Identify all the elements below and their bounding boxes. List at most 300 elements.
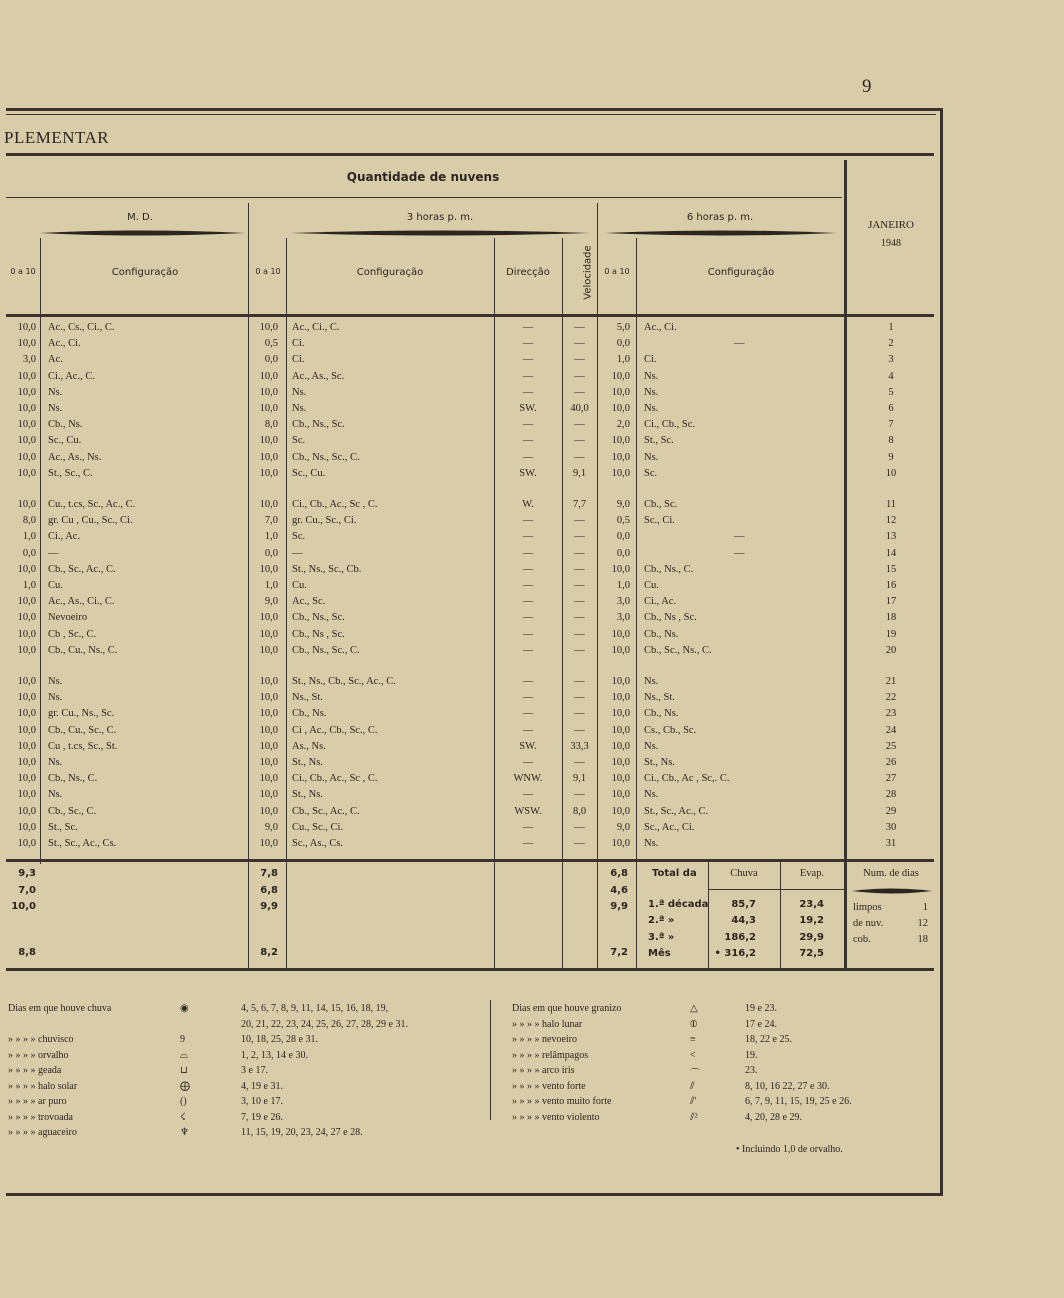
- cell-md-config: Ns.: [48, 403, 63, 414]
- cell-3h-scale: 9,0: [264, 821, 278, 833]
- cell-6h-scale: 10,0: [611, 805, 630, 817]
- legend-left-days: 20, 21, 22, 23, 24, 25, 26, 27, 28, 29 e 31.: [241, 1018, 408, 1030]
- cell-6h-scale: 10,0: [611, 628, 630, 640]
- period-label: 1.ª década: [648, 899, 709, 910]
- legend-divider: [490, 1000, 491, 1120]
- cell-3h-config: Ns.: [292, 386, 307, 398]
- cell-6h-config: Ns.: [644, 386, 659, 398]
- cell-3h-scale: 10,0: [259, 612, 278, 624]
- cell-direccao: —: [522, 612, 534, 624]
- cell-velocidade: —: [574, 531, 585, 543]
- cell-3h-config: Ci.: [292, 338, 305, 350]
- cell-velocidade: —: [574, 644, 585, 656]
- cell-6h-scale: 10,0: [611, 403, 630, 414]
- cell-6h-scale: 10,0: [611, 740, 630, 752]
- cell-6h-config: Ns., St.: [644, 692, 675, 704]
- cell-6h-scale: 10,0: [611, 692, 630, 704]
- cell-6h-config: Cb., Sc., Ns., C.: [644, 644, 712, 656]
- cell-3h-scale: 10,0: [259, 370, 278, 382]
- cell-6h-config: Ns.: [644, 789, 659, 801]
- summary-6h: 6,8: [610, 868, 628, 879]
- cell-6h-config: St., Sc.: [644, 435, 674, 447]
- legend-left-label: » » » » trovoada: [8, 1111, 73, 1123]
- legend-right-label: » » » » arco íris: [512, 1065, 575, 1076]
- cell-3h-config: Sc., As., Cs.: [292, 838, 344, 849]
- cell-direccao: —: [522, 789, 534, 801]
- cell-3h-scale: 10,0: [259, 724, 278, 736]
- cell-md-scale: 10,0: [17, 757, 36, 768]
- cell-velocidade: —: [574, 789, 585, 801]
- cell-md-scale: 0,0: [22, 547, 36, 559]
- legend-left-symbol-icon: ♆: [180, 1127, 189, 1138]
- cell-md-config: Ac., Ci.: [48, 338, 81, 350]
- cell-velocidade: —: [574, 419, 585, 431]
- month-header: JANEIRO: [868, 219, 914, 231]
- h6-header: 6 horas p. m.: [686, 212, 754, 223]
- cell-md-config: Cb., Ns., C.: [48, 773, 98, 785]
- cell-direccao: —: [522, 580, 534, 591]
- cell-6h-config: Ns.: [644, 370, 659, 382]
- cell-3h-scale: 10,0: [259, 838, 278, 849]
- h3-header: 3 horas p. m.: [406, 212, 474, 223]
- dias-value: 1: [922, 902, 928, 913]
- evap-value: 19,2: [799, 915, 824, 926]
- cell-md-config: Sc., Cu.: [48, 435, 82, 447]
- cell-md-scale: 10,0: [17, 676, 36, 687]
- cell-md-scale: 10,0: [17, 805, 36, 817]
- cell-direccao: WSW.: [514, 805, 542, 817]
- cell-3h-scale: 10,0: [259, 644, 278, 656]
- cell-3h-config: St., Ns., Cb., Sc., Ac., C.: [292, 676, 396, 687]
- legend-left-symbol-icon: ☇: [180, 1111, 186, 1123]
- legend-left-days: 3 e 17.: [241, 1065, 268, 1076]
- cell-6h-config: Cb., Ns , Sc.: [644, 612, 697, 624]
- cell-6h-config: Ns.: [644, 838, 659, 849]
- cell-direccao: —: [522, 724, 534, 736]
- evap-value: 72,5: [799, 948, 824, 959]
- cell-md-config: Ci., Ac., C.: [48, 370, 95, 382]
- cell-velocidade: —: [574, 580, 585, 591]
- cell-day: 9: [888, 451, 894, 463]
- cell-md-config: St., Sc., C.: [48, 467, 93, 479]
- cell-3h-scale: 1,0: [264, 531, 278, 543]
- cell-velocidade: —: [574, 628, 585, 640]
- cell-md-config: Cb , Sc., C.: [48, 628, 97, 640]
- legend-left-days: 10, 18, 25, 28 e 31.: [241, 1034, 318, 1045]
- cell-3h-config: Ns.: [292, 403, 307, 414]
- header-bottom-rule: [6, 314, 934, 317]
- summary-6h: 7,2: [610, 947, 628, 958]
- cell-3h-config: Cb., Sc., Ac., C.: [292, 805, 360, 817]
- cell-direccao: —: [522, 628, 534, 640]
- cell-6h-config: —: [734, 547, 745, 559]
- chuva-value: • 316,2: [714, 948, 756, 959]
- summary-3h: 9,9: [260, 901, 278, 912]
- legend-left-label: » » » » ar puro: [8, 1096, 67, 1107]
- cell-md-scale: 10,0: [17, 451, 36, 463]
- cell-md-config: St., Sc.: [48, 821, 78, 833]
- cell-day: 16: [885, 580, 897, 591]
- legend-left-symbol-icon: ⨁: [180, 1080, 190, 1092]
- page-number: 9: [862, 76, 872, 97]
- legend-left-label: » » » » halo solar: [8, 1080, 78, 1092]
- cell-day: 27: [885, 773, 897, 785]
- cell-velocidade: —: [574, 692, 585, 704]
- cell-3h-scale: 10,0: [259, 386, 278, 398]
- cell-md-config: gr. Cu., Ns., Sc.: [48, 708, 115, 720]
- cell-md-config: St., Sc., Ac., Cs.: [48, 838, 117, 849]
- cell-day: 30: [885, 821, 897, 833]
- cell-6h-scale: 0,0: [616, 547, 630, 559]
- cell-3h-scale: 10,0: [259, 435, 278, 447]
- cell-velocidade: —: [574, 451, 585, 463]
- cell-6h-scale: 10,0: [611, 386, 630, 398]
- cell-6h-config: Ci., Cb., Sc.: [644, 419, 696, 431]
- cell-day: 10: [885, 467, 897, 479]
- cell-velocidade: —: [574, 370, 585, 382]
- legend-right-label: » » » » vento violento: [512, 1111, 600, 1123]
- cell-md-scale: 10,0: [17, 740, 36, 752]
- cell-6h-scale: 3,0: [616, 612, 630, 624]
- cell-3h-scale: 1,0: [264, 580, 278, 591]
- summary-md: 7,0: [18, 885, 36, 896]
- cell-6h-scale: 0,0: [616, 531, 630, 543]
- cell-6h-config: Cu.: [644, 580, 659, 591]
- cell-3h-config: Ci.: [292, 354, 305, 366]
- swash-dias: [852, 886, 932, 896]
- evap-value: 23,4: [799, 899, 824, 910]
- summary-top-rule: [6, 859, 934, 862]
- chuva-label: Chuva: [730, 868, 758, 879]
- cell-3h-scale: 10,0: [259, 499, 278, 510]
- cell-velocidade: —: [574, 338, 585, 350]
- cell-md-scale: 10,0: [17, 435, 36, 447]
- cell-day: 23: [885, 708, 897, 720]
- config-header-3h: Configuração: [356, 267, 424, 278]
- cell-direccao: —: [522, 757, 534, 768]
- cell-md-scale: 1,0: [22, 531, 36, 543]
- cell-3h-scale: 0,5: [264, 338, 278, 350]
- cell-md-scale: 10,0: [17, 628, 36, 640]
- cell-3h-config: St., Ns., Sc., Cb.: [292, 563, 362, 575]
- cell-6h-config: Sc., Ci.: [644, 515, 675, 527]
- cell-day: 6: [888, 403, 894, 414]
- cell-direccao: —: [522, 515, 534, 527]
- legend-left-label: » » » » chuvisco: [8, 1034, 74, 1045]
- cell-md-scale: 10,0: [17, 322, 36, 333]
- vline-month: [844, 160, 847, 970]
- cell-direccao: —: [522, 596, 534, 608]
- cell-3h-config: —: [292, 547, 303, 559]
- legend-left-label: » » » » geada: [8, 1065, 62, 1076]
- period-label: Mês: [648, 948, 671, 959]
- config-header-6h: Configuração: [707, 267, 775, 278]
- legend-left-days: 4, 5, 6, 7, 8, 9, 11, 14, 15, 16, 18, 19,: [241, 1003, 389, 1014]
- cell-3h-scale: 10,0: [259, 451, 278, 463]
- cell-3h-config: Cb., Ns.: [292, 708, 327, 720]
- cell-direccao: —: [522, 386, 534, 398]
- cell-3h-config: Cb., Ns , Sc.: [292, 628, 345, 640]
- dias-value: 12: [917, 918, 928, 929]
- legend-left-symbol-icon: ⊔: [180, 1065, 188, 1076]
- cell-day: 26: [885, 757, 897, 768]
- cell-day: 17: [885, 596, 897, 608]
- legend-right-symbol-icon: ⫽': [690, 1096, 697, 1107]
- cell-day: 21: [885, 676, 897, 687]
- cell-3h-scale: 10,0: [259, 403, 278, 414]
- cell-3h-config: Cb., Ns., Sc.: [292, 612, 345, 624]
- cell-md-scale: 8,0: [22, 515, 36, 527]
- cell-md-scale: 10,0: [17, 499, 36, 510]
- cell-6h-scale: 10,0: [611, 644, 630, 656]
- cell-3h-scale: 10,0: [259, 773, 278, 785]
- legend-left-label: » » » » aguaceiro: [8, 1127, 77, 1138]
- cell-3h-scale: 10,0: [259, 676, 278, 687]
- dias-label: limpos: [853, 902, 882, 913]
- cell-velocidade: —: [574, 612, 585, 624]
- cell-6h-scale: 3,0: [616, 596, 630, 608]
- year-header: 1948: [881, 238, 901, 249]
- cell-md-config: Ac., As., Ci., C.: [48, 596, 115, 608]
- summary-6h: 4,6: [610, 885, 628, 896]
- cell-3h-scale: 0,0: [264, 547, 278, 559]
- cell-3h-config: Cb., Ns., Sc.: [292, 419, 345, 431]
- legend-left-symbol-icon: 9: [180, 1034, 185, 1045]
- swash-h6: [605, 228, 837, 238]
- cell-6h-config: Cs., Cb., Sc.: [644, 724, 697, 736]
- legend-right-symbol-icon: ⫽²: [690, 1111, 698, 1123]
- cell-day: 29: [885, 805, 897, 817]
- cell-direccao: —: [522, 676, 534, 687]
- cell-6h-scale: 10,0: [611, 724, 630, 736]
- cell-3h-config: Sc.: [292, 435, 306, 447]
- cell-6h-scale: 0,0: [616, 338, 630, 350]
- cell-md-config: Ac., As., Ns.: [48, 451, 102, 463]
- cell-day: 22: [885, 692, 897, 704]
- summary-md: 9,3: [18, 868, 36, 879]
- cell-3h-scale: 10,0: [259, 322, 278, 333]
- cell-direccao: WNW.: [513, 773, 543, 785]
- cell-3h-scale: 10,0: [259, 805, 278, 817]
- cell-day: 15: [885, 563, 897, 575]
- cell-day: 5: [888, 386, 894, 398]
- legend-right-label: » » » » vento muito forte: [512, 1096, 612, 1107]
- cell-md-scale: 10,0: [17, 403, 36, 414]
- cell-3h-config: Cu., Sc., Ci.: [292, 821, 344, 833]
- cell-velocidade: —: [574, 838, 585, 849]
- cell-3h-config: St., Ns.: [292, 757, 323, 768]
- cell-3h-scale: 7,0: [264, 515, 278, 527]
- cell-3h-config: Ci , Ac., Cb., Sc., C.: [292, 724, 378, 736]
- legend-right-label: » » » » vento forte: [512, 1080, 586, 1092]
- legend-right-days: 18, 22 e 25.: [745, 1034, 792, 1045]
- page-title: PLEMENTAR: [4, 128, 110, 147]
- chuva-value: 85,7: [731, 899, 756, 910]
- cell-direccao: —: [522, 354, 534, 366]
- main-header-rule: [6, 197, 842, 198]
- cell-6h-config: Cb., Ns., C.: [644, 563, 694, 575]
- summary-3h: 6,8: [260, 885, 278, 896]
- legend-right-days: 23.: [745, 1065, 758, 1076]
- cell-direccao: —: [522, 370, 534, 382]
- cell-velocidade: —: [574, 757, 585, 768]
- legend-right-symbol-icon: <: [690, 1049, 696, 1061]
- cell-direccao: —: [522, 838, 534, 849]
- cell-md-config: Cu , t.cs, Sc., St.: [48, 740, 118, 752]
- cell-3h-config: Sc., Cu.: [292, 467, 326, 479]
- cell-day: 31: [885, 838, 897, 849]
- cell-3h-scale: 10,0: [259, 757, 278, 768]
- cell-3h-config: Ac., Sc.: [292, 596, 326, 608]
- cell-direccao: W.: [522, 499, 534, 510]
- cell-md-config: Ac.: [48, 354, 63, 366]
- cell-6h-scale: 10,0: [611, 789, 630, 801]
- legend-right-days: 17 e 24.: [745, 1018, 777, 1030]
- legend-right-symbol-icon: △: [690, 1003, 698, 1014]
- cell-6h-scale: 10,0: [611, 451, 630, 463]
- cell-md-config: Cb., Cu., Sc., C.: [48, 724, 117, 736]
- cell-md-scale: 10,0: [17, 419, 36, 431]
- cell-velocidade: 33,3: [570, 740, 589, 752]
- cell-day: 12: [885, 515, 897, 527]
- cell-md-config: Cb., Sc., C.: [48, 805, 97, 817]
- cell-6h-scale: 10,0: [611, 838, 630, 849]
- summary-3h: 8,2: [260, 947, 278, 958]
- legend-right-days: 6, 7, 9, 11, 15, 19, 25 e 26.: [745, 1096, 852, 1107]
- cell-md-scale: 3,0: [22, 354, 36, 366]
- cell-direccao: —: [522, 531, 534, 543]
- cell-md-config: Cu., t.cs, Sc., Ac., C.: [48, 499, 136, 510]
- cell-velocidade: —: [574, 435, 585, 447]
- summary-6h: 9,9: [610, 901, 628, 912]
- legend-right-days: 19 e 23.: [745, 1003, 777, 1014]
- cell-6h-config: St., Sc., Ac., C.: [644, 805, 709, 817]
- cell-3h-config: Cu.: [292, 580, 307, 591]
- cell-direccao: —: [522, 322, 534, 333]
- legend-left-symbol-icon: ◉: [180, 1003, 189, 1014]
- cell-velocidade: —: [574, 322, 585, 333]
- cell-6h-config: Ns.: [644, 451, 659, 463]
- cell-6h-config: Ci.: [644, 354, 657, 366]
- legend-left-days: 11, 15, 19, 20, 23, 24, 27 e 28.: [241, 1127, 363, 1138]
- legend-left-label: » » » » orvalho: [8, 1049, 69, 1061]
- scale-header-3h: 0 a 10: [255, 267, 281, 276]
- cell-md-scale: 10,0: [17, 370, 36, 382]
- legend-right-days: 19.: [745, 1049, 758, 1061]
- cell-6h-config: Ac., Ci.: [644, 322, 677, 333]
- vline-3h-start: [248, 203, 249, 970]
- cell-velocidade: —: [574, 386, 585, 398]
- cell-6h-config: Ci., Ac.: [644, 596, 677, 608]
- cell-direccao: —: [522, 547, 534, 559]
- cell-direccao: —: [522, 435, 534, 447]
- cell-day: 2: [888, 338, 894, 350]
- cell-day: 11: [885, 499, 897, 510]
- cell-day: 3: [888, 354, 894, 366]
- cell-3h-scale: 10,0: [259, 708, 278, 720]
- cell-6h-config: Sc., Ac., Ci.: [644, 821, 695, 833]
- evap-label: Evap.: [799, 868, 825, 879]
- cell-6h-config: Cb., Ns.: [644, 708, 679, 720]
- cell-6h-config: Ns.: [644, 403, 659, 414]
- cell-6h-scale: 10,0: [611, 757, 630, 768]
- cell-6h-config: Ns.: [644, 676, 659, 687]
- summary-md: 10,0: [11, 901, 36, 912]
- cell-3h-scale: 10,0: [259, 628, 278, 640]
- summary-3h: 7,8: [260, 868, 278, 879]
- legend-left-label: Dias em que houve chuva: [8, 1003, 112, 1014]
- cell-day: 7: [888, 419, 894, 431]
- cell-day: 8: [888, 435, 894, 447]
- cell-3h-scale: 10,0: [259, 467, 278, 479]
- scale-header-md: 0 a 10: [10, 267, 36, 276]
- legend-right-days: 4, 20, 28 e 29.: [745, 1111, 802, 1123]
- cell-6h-scale: 1,0: [616, 580, 630, 591]
- cell-velocidade: —: [574, 563, 585, 575]
- cell-md-scale: 10,0: [17, 644, 36, 656]
- main-header: Quantidade de nuvens: [346, 170, 500, 184]
- swash-h3: [290, 228, 590, 238]
- cell-3h-config: Ac., Ci., C.: [292, 322, 340, 333]
- cell-md-config: Ac., Cs., Ci., C.: [48, 322, 115, 333]
- chuva-value: 186,2: [724, 932, 756, 943]
- cell-velocidade: 7,7: [572, 499, 587, 510]
- cell-3h-scale: 10,0: [259, 692, 278, 704]
- cell-md-scale: 10,0: [17, 467, 36, 479]
- cell-velocidade: 9,1: [572, 467, 587, 479]
- cell-velocidade: —: [574, 821, 585, 833]
- cell-3h-scale: 10,0: [259, 740, 278, 752]
- cell-direccao: SW.: [519, 403, 537, 414]
- cell-6h-scale: 2,0: [616, 419, 630, 431]
- swash-md: [40, 228, 245, 238]
- cell-6h-config: Cb., Ns.: [644, 628, 679, 640]
- cell-md-config: Ci., Ac.: [48, 531, 81, 543]
- velocidade-header: Velocidade: [582, 245, 594, 300]
- config-header-md: Configuração: [111, 267, 179, 278]
- period-label: 3.ª »: [648, 932, 675, 943]
- cell-day: 25: [885, 740, 897, 752]
- cell-direccao: —: [522, 451, 534, 463]
- cell-6h-scale: 9,0: [616, 499, 630, 510]
- cell-velocidade: —: [574, 354, 585, 366]
- legend-right-label: Dias em que houve granizo: [512, 1003, 622, 1014]
- cell-direccao: —: [522, 708, 534, 720]
- cell-6h-scale: 10,0: [611, 467, 630, 479]
- cell-3h-config: As., Ns.: [292, 740, 326, 752]
- cell-md-scale: 10,0: [17, 338, 36, 350]
- cell-md-scale: 10,0: [17, 789, 36, 801]
- cell-direccao: —: [522, 821, 534, 833]
- cell-6h-config: —: [734, 338, 745, 350]
- cell-6h-config: Sc.: [644, 467, 658, 479]
- cell-3h-config: Ns., St.: [292, 692, 323, 704]
- cell-md-config: Ns.: [48, 386, 63, 398]
- dias-label: de nuv.: [853, 918, 884, 929]
- summary-subhdr-rule: [708, 889, 844, 890]
- chuva-value: 44,3: [731, 915, 756, 926]
- cell-3h-scale: 9,0: [264, 596, 278, 608]
- cell-velocidade: 9,1: [572, 773, 587, 785]
- footnote: • Incluindo 1,0 de orvalho.: [736, 1144, 843, 1155]
- cell-3h-scale: 10,0: [259, 789, 278, 801]
- cell-md-scale: 10,0: [17, 563, 36, 575]
- cell-md-scale: 10,0: [17, 838, 36, 849]
- cell-3h-config: Sc.: [292, 531, 306, 543]
- cell-md-config: —: [48, 547, 59, 559]
- cell-6h-scale: 10,0: [611, 773, 630, 785]
- cell-velocidade: —: [574, 724, 585, 736]
